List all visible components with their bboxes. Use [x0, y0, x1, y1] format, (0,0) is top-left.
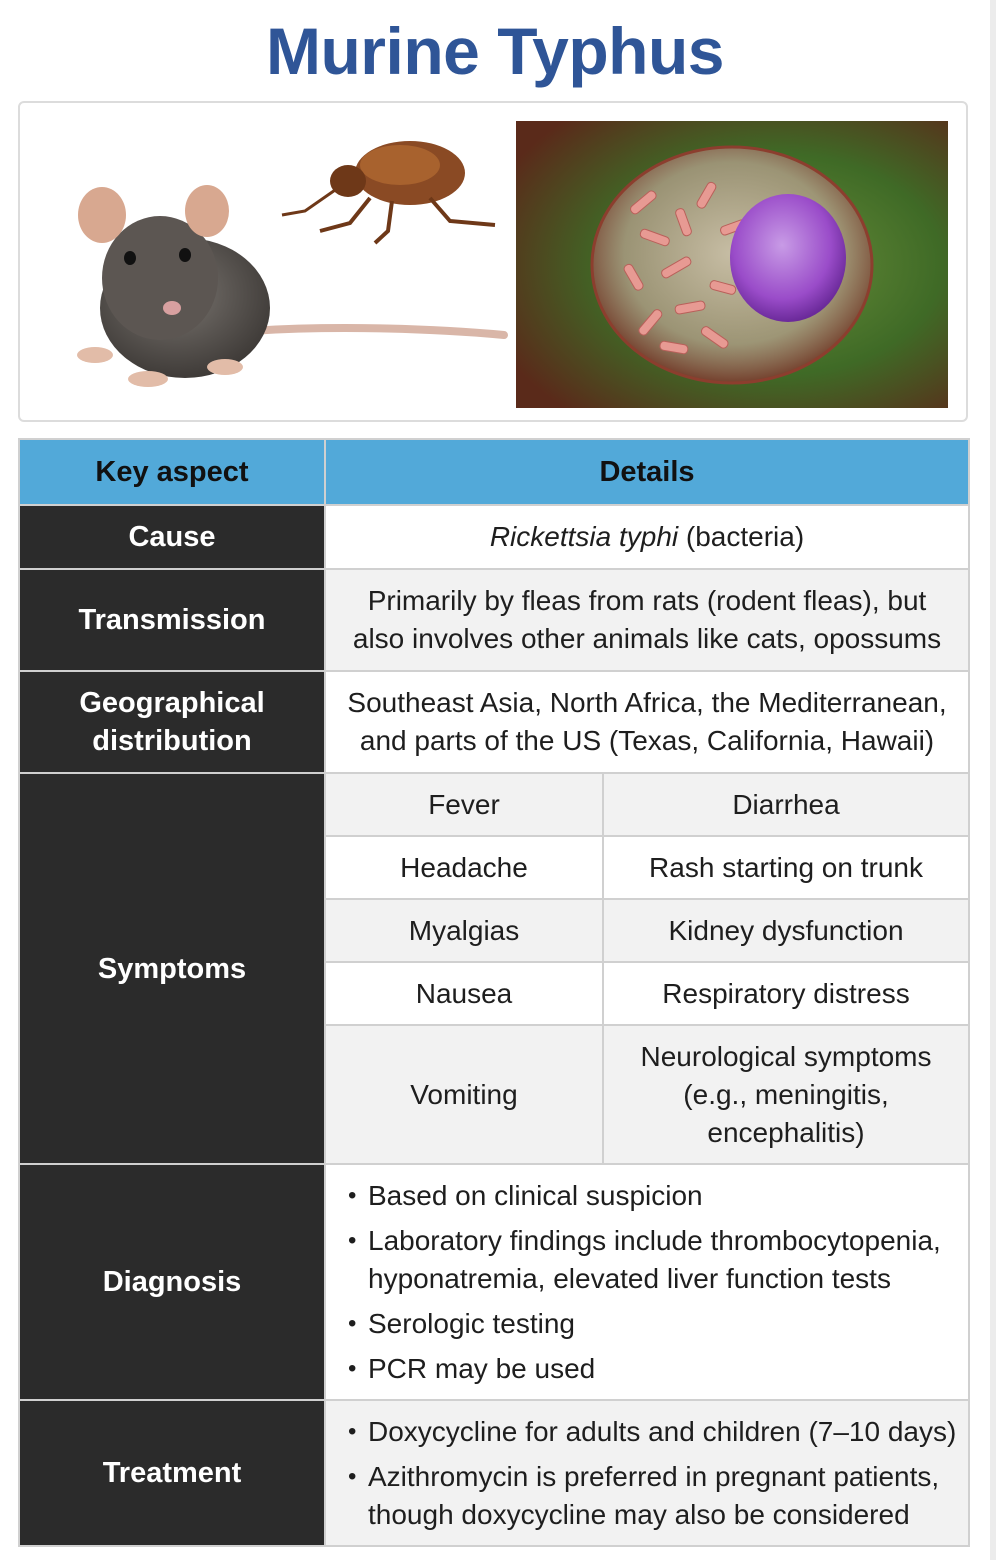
geography-line-2: and parts of the US (Texas, California, Hawaii)	[359, 725, 935, 756]
treatment-item-line-2: though doxycycline may also be considered	[368, 1498, 910, 1530]
neuro-line-1: Neurological symptoms	[640, 1040, 932, 1072]
symptom-cell: Respiratory distress	[603, 962, 969, 1025]
cause-suffix: (bacteria)	[678, 521, 805, 552]
symptom-cell: Diarrhea	[603, 773, 969, 836]
geography-line-1: Southeast Asia, North Africa, the Mediterranean,	[347, 687, 947, 718]
diagnosis-item-line-2: hyponatremia, elevated liver function tests	[368, 1262, 891, 1294]
neuro-line-2: (e.g., meningitis,	[683, 1078, 889, 1110]
flea-image	[282, 141, 495, 243]
treatment-value	[325, 1400, 969, 1546]
transmission-line-1: Primarily by fleas from rats (rodent fleas), but	[367, 585, 927, 616]
diagnosis-item: • Serologic testing	[346, 1305, 968, 1343]
row-geography	[19, 671, 969, 773]
transmission-line-2: also involves other animals like cats, opossums	[352, 623, 942, 654]
cause-organism: Rickettsia typhi	[489, 521, 679, 552]
page-title: Murine Typhus	[266, 14, 724, 88]
treatment-item: • Doxycycline for adults and children (7–10 days)	[346, 1413, 968, 1451]
row-diagnosis	[19, 1164, 969, 1400]
diagnosis-item	[346, 1222, 968, 1298]
symptom-cell: Headache	[325, 836, 603, 899]
diagnosis-label: Diagnosis	[19, 1164, 325, 1400]
bacteria-cell-image	[516, 121, 948, 408]
row-treatment	[19, 1400, 969, 1546]
diagnosis-item: • PCR may be used	[346, 1350, 968, 1388]
symptom-cell: Myalgias	[325, 899, 603, 962]
symptom-cell: Rash starting on trunk	[603, 836, 969, 899]
geography-label-line-2: distribution	[92, 725, 252, 757]
symptoms-row-1	[19, 773, 969, 836]
symptom-neuro-cell	[603, 1025, 969, 1164]
transmission-value	[325, 569, 969, 671]
cause-value	[325, 505, 969, 569]
diagnosis-item: • Based on clinical suspicion	[346, 1177, 968, 1215]
diagnosis-list	[346, 1177, 968, 1388]
symptom-cell: Nausea	[325, 962, 603, 1025]
symptom-cell: Fever	[325, 773, 603, 836]
treatment-label: Treatment	[19, 1400, 325, 1546]
treatment-item-line-1: Azithromycin is preferred in pregnant patients,	[368, 1460, 940, 1492]
transmission-label: Transmission	[19, 569, 325, 671]
row-cause	[19, 505, 969, 569]
page-edge	[990, 0, 996, 1560]
treatment-list	[346, 1413, 968, 1534]
diagnosis-item-line-1: Laboratory findings include thrombocytopenia,	[368, 1224, 941, 1256]
diagnosis-value	[325, 1164, 969, 1400]
cause-label: Cause	[19, 505, 325, 569]
rat-image	[77, 185, 504, 387]
geography-label	[19, 671, 325, 773]
image-panel	[18, 101, 968, 422]
murine-typhus-table	[18, 438, 970, 1547]
symptoms-label: Symptoms	[19, 773, 325, 1164]
treatment-item	[346, 1458, 968, 1534]
header-details: Details	[325, 439, 969, 505]
header-key-aspect: Key aspect	[19, 439, 325, 505]
symptom-cell: Vomiting	[325, 1025, 603, 1164]
geography-label-line-1: Geographical	[79, 687, 265, 719]
row-transmission	[19, 569, 969, 671]
neuro-line-3: encephalitis)	[707, 1116, 865, 1148]
symptom-cell: Kidney dysfunction	[603, 899, 969, 962]
geography-value	[325, 671, 969, 773]
